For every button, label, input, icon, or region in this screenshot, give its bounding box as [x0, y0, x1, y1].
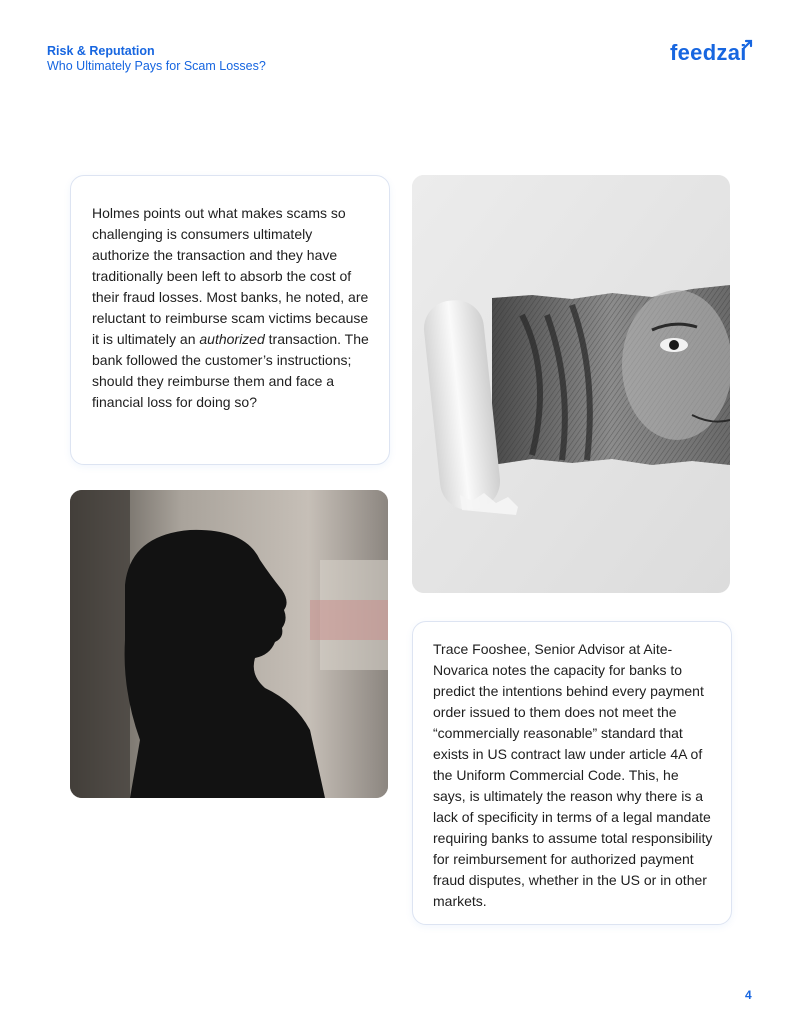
- feedzai-logo: [670, 38, 754, 68]
- fooshee-quote-text: Trace Fooshee, Senior Advisor at Aite-Novarica notes the capacity for banks to predict the intentions behind every payment order issued to them does not meet the “commercially reasonable” standard that exists in US contract law under article 4A of the Uniform Commercial Code. This, he says, is ultimately the reason why there is a lack of specificity in terms of a legal mandate requiring banks to assume total responsibility for reimbursement for authorized payment fraud disputes, whether in the US or in other markets.: [433, 641, 713, 909]
- emphasis-authorized: authorized: [199, 331, 265, 347]
- holmes-quote-card: [70, 175, 390, 465]
- section-title: Risk & Reputation: [47, 44, 155, 58]
- logo-arrow-icon: [742, 38, 754, 50]
- fooshee-quote-card: [412, 621, 732, 925]
- document-header: [47, 44, 266, 74]
- document-subtitle: Who Ultimately Pays for Scam Losses?: [47, 59, 266, 73]
- silhouette-person-photo: [70, 490, 388, 798]
- torn-paper-dollar-photo: [412, 175, 730, 593]
- holmes-quote-text: Holmes points out what makes scams so challenging is consumers ultimately authorize the transaction and they have traditionally been left to absorb the cost of their fraud losses. Most banks, he noted, are reluctant to reimburse scam victims because it is ultimately an authorized transaction. The bank followed the customer’s instructions; should they reimburse them and face a financial loss for doing so?: [92, 205, 369, 410]
- page-number: 4: [745, 988, 752, 1002]
- logo-wordmark: feedzai: [670, 40, 747, 65]
